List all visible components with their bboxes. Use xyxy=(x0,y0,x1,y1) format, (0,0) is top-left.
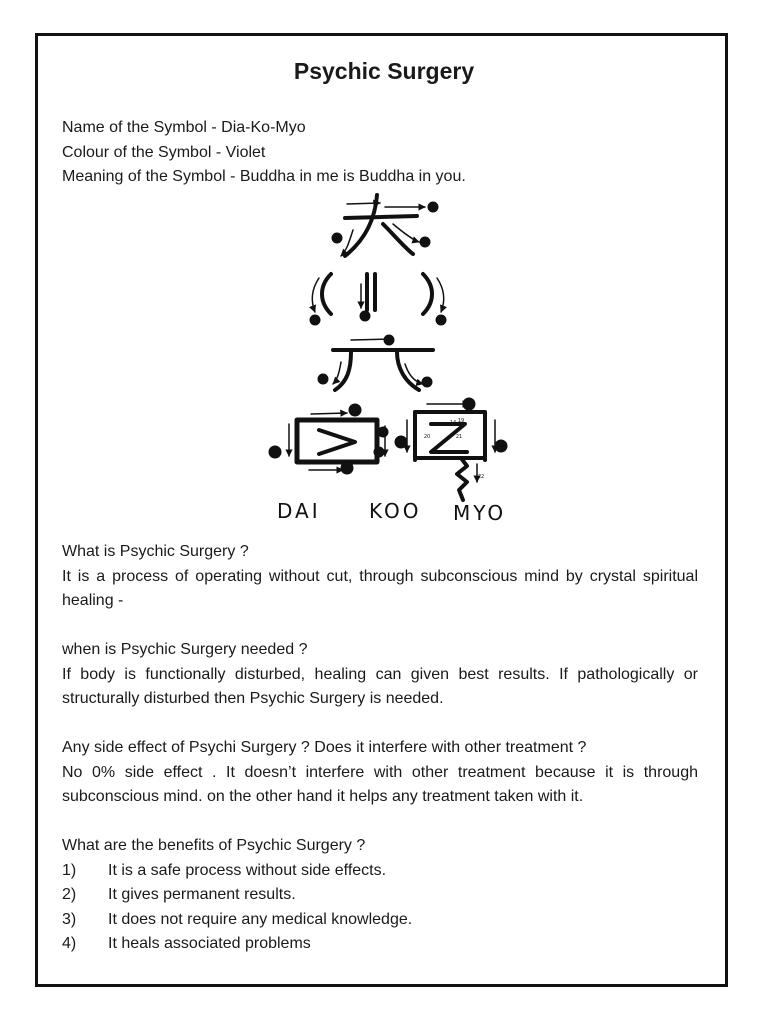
symbol-meaning: Meaning of the Symbol - Buddha in me is Buddha in you. xyxy=(62,168,466,185)
stroke-number-12 xyxy=(269,446,281,458)
svg-text:9: 9 xyxy=(424,378,430,387)
symbol-colour: Colour of the Symbol - Violet xyxy=(62,143,266,161)
stroke-number-2 xyxy=(332,233,342,243)
svg-text:4: 4 xyxy=(312,316,318,325)
content-body xyxy=(62,540,698,957)
svg-text:11: 11 xyxy=(375,449,383,457)
answer-when-needed: If body is functionally disturbed, healing can given best results. If pathologically or structurally disturbed then Psychic Surgery is needed. xyxy=(62,665,698,707)
svg-text:10: 10 xyxy=(351,407,359,415)
stroke-number-7 xyxy=(384,335,394,345)
list-item: 3) It does not require any medical knowledge. xyxy=(62,910,413,928)
svg-text:16: 16 xyxy=(397,439,405,447)
svg-text:20: 20 xyxy=(423,434,431,440)
svg-text:12: 12 xyxy=(271,449,279,457)
svg-text:7: 7 xyxy=(386,336,392,345)
symbol-koo-top xyxy=(333,336,433,390)
dai-koo-myo-symbol-drawing xyxy=(255,190,520,530)
stroke-number-4 xyxy=(310,315,320,325)
label-koo: KOO xyxy=(369,499,422,523)
svg-text:22: 22 xyxy=(477,474,485,480)
list-item: 1) It is a safe process without side effects. xyxy=(62,861,387,879)
stroke-number-9 xyxy=(422,377,432,387)
svg-text:5: 5 xyxy=(362,312,368,321)
page-title: Psychic Surgery xyxy=(293,58,475,84)
symbol-info xyxy=(62,116,466,190)
svg-text:17: 17 xyxy=(465,401,473,409)
svg-text:19: 19 xyxy=(457,418,465,424)
stroke-number-5 xyxy=(360,311,370,321)
svg-text:13: 13 xyxy=(343,465,351,473)
label-dai: DAI xyxy=(277,499,321,523)
stroke-number-18 xyxy=(495,440,507,452)
stroke-number-19 xyxy=(458,418,464,424)
svg-text:18: 18 xyxy=(497,443,505,451)
svg-text:8: 8 xyxy=(320,375,326,384)
svg-text:6: 6 xyxy=(438,316,444,325)
question-side-effects: Any side effect of Psychi Surgery ? Does it interfere with other treatment ? xyxy=(62,739,587,756)
stroke-number-13 xyxy=(341,462,353,474)
answer-what-is: It is a process of operating without cut, through subconscious mind by crystal spiritual healing - xyxy=(62,567,698,609)
svg-text:21: 21 xyxy=(455,434,463,440)
question-when-needed: when is Psychic Surgery needed ? xyxy=(62,641,308,658)
symbol-labels xyxy=(277,499,506,525)
stroke-number-17 xyxy=(463,398,475,410)
stroke-number-10 xyxy=(349,404,361,416)
benefits-list xyxy=(62,859,698,957)
stroke-number-3 xyxy=(420,237,430,247)
svg-text:3: 3 xyxy=(422,238,428,247)
symbol-dai-middle xyxy=(312,274,443,314)
stroke-number-11 xyxy=(374,447,384,457)
stroke-number-22 xyxy=(478,474,484,480)
question-benefits: What are the benefits of Psychic Surgery ? xyxy=(62,837,366,854)
svg-text:2: 2 xyxy=(334,234,340,243)
question-what-is: What is Psychic Surgery ? xyxy=(62,543,249,560)
list-item: 4) It heals associated problems xyxy=(62,935,311,952)
stroke-number-21 xyxy=(456,434,462,440)
symbol-myo xyxy=(407,401,495,500)
answer-side-effects: No 0% side effect . It doesn’t interfere with other treatment because it is through subconscious mind. on the other hand it helps any treatment taken with it. xyxy=(62,763,698,805)
stroke-number-20 xyxy=(424,434,430,440)
stroke-number-6 xyxy=(436,315,446,325)
symbol-koo-box xyxy=(289,413,385,470)
stroke-number-15 xyxy=(378,427,388,437)
symbol-name: Name of the Symbol - Dia-Ko-Myo xyxy=(62,119,306,136)
stroke-number-14 xyxy=(450,420,456,426)
list-item: 2) It gives permanent results. xyxy=(62,886,296,903)
stroke-number-1 xyxy=(428,202,438,212)
label-myo: MYO xyxy=(453,501,507,525)
svg-text:15: 15 xyxy=(379,429,387,437)
svg-text:14: 14 xyxy=(449,420,457,426)
svg-text:1: 1 xyxy=(430,203,436,212)
symbol-dai-top xyxy=(341,195,428,256)
stroke-order-numbers xyxy=(269,202,507,480)
stroke-number-16 xyxy=(395,436,407,448)
stroke-number-8 xyxy=(318,374,328,384)
